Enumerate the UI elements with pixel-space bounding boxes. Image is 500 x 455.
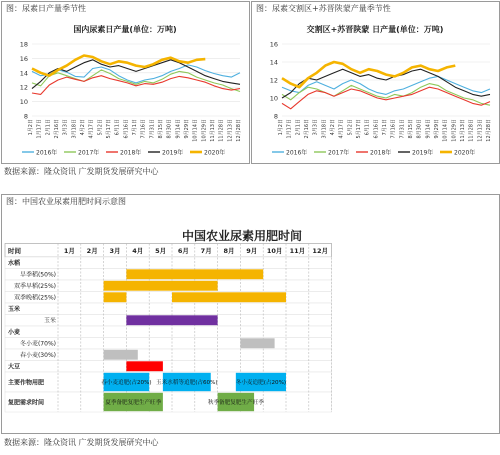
chart3-header-row xyxy=(5,244,332,258)
chart2-xtick-label: 5月2日 xyxy=(347,119,354,136)
chart2-xtick-label: 4月17日 xyxy=(338,119,345,139)
chart2-xtick-label: 9月29日 xyxy=(434,119,440,139)
chart3-row-label: 双季晚稻(25%) xyxy=(13,294,56,302)
chart2-xtick-label: 12月28日 xyxy=(486,119,492,142)
chart3-row-bg xyxy=(5,303,332,315)
chart3-column-header: 8月 xyxy=(223,247,235,255)
chart2-xtick-label: 7月31日 xyxy=(399,119,406,139)
chart2-title: 交割区+苏晋陕蒙 日产量(单位：万吨) xyxy=(306,25,444,34)
chart1-xtick-label: 1月2日 xyxy=(28,119,34,136)
chart3-column-header: 时间 xyxy=(8,247,21,255)
chart2-xtick-label: 7月1日 xyxy=(382,119,388,136)
chart3-bar-label: 玉米水稻等追肥(占60%) xyxy=(156,380,218,387)
chart2-xtick-label: 3月18日 xyxy=(321,119,328,139)
chart3-bar xyxy=(104,292,127,302)
chart1-xtick-label: 2月16日 xyxy=(54,119,60,139)
chart2-xtick-label: 8月15日 xyxy=(408,119,414,139)
chart3-row-bg xyxy=(5,326,332,338)
chart2-xtick-label: 12月13日 xyxy=(477,119,484,142)
chart1-ytick-label: 14 xyxy=(19,69,28,78)
chart1-ytick-label: 12 xyxy=(19,83,28,92)
chart3-bar xyxy=(126,315,217,325)
chart3-column-header: 6月 xyxy=(177,247,189,255)
chart1-xtick-label: 9月29日 xyxy=(184,119,190,139)
chart3-column-header: 1月 xyxy=(63,247,75,255)
chart3-bar-label: 冬小麦追肥(占20%) xyxy=(235,380,287,387)
chart1-xtick-label: 11月28日 xyxy=(218,119,225,142)
chart1-plot xyxy=(2,22,249,163)
chart2-xtick-label: 3月3日 xyxy=(312,119,319,136)
chart3-row-label: 水稻 xyxy=(8,260,21,268)
chart1-xtick-label: 9月14日 xyxy=(175,119,182,139)
chart1-xtick-label: 1月17日 xyxy=(36,119,43,139)
chart3-bar xyxy=(126,269,263,279)
chart1-xtick-label: 10月29日 xyxy=(201,119,208,142)
chart2-legend-label: 2020年 xyxy=(454,149,476,157)
chart2-xtick-label: 7月16日 xyxy=(390,119,397,139)
chart3-row-label: 双季早稻(25%) xyxy=(13,283,56,291)
chart3-bar xyxy=(104,350,138,360)
chart1-ytick-label: 8 xyxy=(23,112,28,121)
chart1-xtick-label: 3月3日 xyxy=(62,119,69,136)
chart2-panel xyxy=(251,1,500,164)
chart2-xtick-label: 9月14日 xyxy=(425,119,432,139)
chart2-xtick-label: 11月28日 xyxy=(468,119,475,142)
chart3-row-label: 春小麦(30%) xyxy=(19,352,56,360)
chart1-xtick-label: 3月18日 xyxy=(71,119,78,139)
chart3-row-bg xyxy=(5,392,332,412)
chart1-xtick-label: 5月17日 xyxy=(106,119,112,139)
chart3-row-bg xyxy=(5,257,332,269)
chart3-bar xyxy=(126,361,162,371)
chart3-row-label: 小麦 xyxy=(8,329,21,337)
chart2-legend-label: 2019年 xyxy=(412,149,434,157)
chart1-xtick-label: 12月28日 xyxy=(236,119,242,142)
chart2-xtick-label: 5月17日 xyxy=(356,119,362,139)
chart1-xtick-label: 11月13日 xyxy=(210,119,216,142)
chart2-legend-label: 2017年 xyxy=(328,149,350,157)
chart1-ytick-label: 18 xyxy=(19,40,28,49)
chart1-legend-label: 2016年 xyxy=(36,149,58,157)
chart1-ytick-label: 10 xyxy=(19,98,28,107)
chart1-ytick-label: 16 xyxy=(19,54,28,63)
chart2-xtick-label: 8月30日 xyxy=(416,119,423,139)
chart3-column-header: 11月 xyxy=(289,247,306,255)
chart2-xtick-label: 6月16日 xyxy=(373,119,380,139)
chart3-row-label: 大豆 xyxy=(8,363,21,371)
chart1-series-2018年 xyxy=(32,76,240,95)
chart2-ytick-label: 10 xyxy=(269,94,278,103)
chart3-column-header: 10月 xyxy=(266,247,283,255)
chart1-xtick-label: 6月16日 xyxy=(123,119,130,139)
chart3-column-header: 2月 xyxy=(86,247,98,255)
chart1-xtick-label: 7月31日 xyxy=(149,119,156,139)
chart1-xtick-label: 5月2日 xyxy=(97,119,104,136)
chart3-row-label: 玉米 xyxy=(8,306,21,314)
chart1-xtick-label: 8月15日 xyxy=(158,119,164,139)
chart3-panel-title: 图：中国农业尿素用肥时间示意图 xyxy=(6,197,126,206)
chart2-ytick-label: 12 xyxy=(269,76,278,85)
chart1-xtick-label: 8月30日 xyxy=(166,119,173,139)
chart3-bar xyxy=(172,292,286,302)
chart3-row-label: 早季稻(50%) xyxy=(19,271,56,279)
chart3-bar xyxy=(104,281,218,291)
chart1-xtick-label: 4月17日 xyxy=(88,119,95,139)
chart1-series-2017年 xyxy=(32,70,240,92)
chart1-source: 数据来源：隆众资讯 广发期货发展研究中心 xyxy=(4,167,159,176)
chart3-row-bg xyxy=(5,361,332,373)
chart3-column-header: 7月 xyxy=(200,247,212,255)
chart3-title: 中国农业尿素用肥时间 xyxy=(181,229,302,243)
chart1-title: 国内尿素日产量(单位：万吨) xyxy=(73,25,177,34)
chart3-column-header: 12月 xyxy=(312,247,328,255)
chart3-row-label: 冬小麦(70%) xyxy=(19,340,56,348)
chart3-column-header: 4月 xyxy=(132,247,144,255)
chart3-bar xyxy=(240,338,274,348)
chart2-xtick-label: 2月1日 xyxy=(295,119,302,136)
chart2-xtick-label: 2月16日 xyxy=(304,119,310,139)
chart1-legend-label: 2018年 xyxy=(120,149,142,157)
chart2-ytick-label: 16 xyxy=(269,40,278,49)
chart1-xtick-label: 4月2日 xyxy=(80,119,86,136)
chart1-xtick-label: 7月16日 xyxy=(140,119,147,139)
chart2-legend-label: 2016年 xyxy=(286,149,308,157)
chart1-xtick-label: 7月1日 xyxy=(132,119,138,136)
chart3-calendar xyxy=(2,195,499,433)
chart3-bar-label: 夏季备肥复肥生产旺季 xyxy=(105,400,162,407)
chart1-xtick-label: 12月13日 xyxy=(227,119,234,142)
chart2-xtick-label: 1月2日 xyxy=(278,119,284,136)
chart1-legend-label: 2020年 xyxy=(204,149,226,157)
chart2-plot xyxy=(252,22,499,163)
chart3-source: 数据来源：隆众资讯 广发期货发展研究中心 xyxy=(4,438,159,447)
chart1-xtick-label: 2月1日 xyxy=(45,119,52,136)
chart3-row-label: 复肥需求时间 xyxy=(8,399,45,407)
chart2-panel-title: 图：尿素交割区+苏晋陕蒙产量季节性 xyxy=(256,4,391,13)
chart2-xtick-label: 11月13日 xyxy=(460,119,466,142)
chart2-ytick-label: 8 xyxy=(273,112,278,121)
chart1-panel xyxy=(1,1,250,164)
chart2-ytick-label: 14 xyxy=(269,58,278,67)
chart3-bar-label: 春小麦追肥(占20%) xyxy=(101,380,152,387)
chart2-xtick-label: 10月14日 xyxy=(442,119,449,142)
chart2-legend-label: 2018年 xyxy=(370,149,392,157)
chart1-xtick-label: 6月1日 xyxy=(114,118,121,136)
chart3-column-header: 9月 xyxy=(246,247,258,255)
chart1-xtick-label: 10月14日 xyxy=(192,119,199,142)
chart2-xtick-label: 4月2日 xyxy=(330,119,336,136)
chart1-legend-label: 2017年 xyxy=(78,149,100,157)
chart3-column-header: 5月 xyxy=(155,247,167,255)
chart3-row-label: 主要作物用肥 xyxy=(8,379,45,387)
chart2-xtick-label: 6月1日 xyxy=(364,118,371,136)
chart2-xtick-label: 10月29日 xyxy=(451,119,458,142)
chart3-row-label: 玉米 xyxy=(43,317,56,325)
chart2-xtick-label: 1月17日 xyxy=(286,119,293,139)
chart3-bar-label: 秋季备肥复肥生产旺季 xyxy=(207,400,264,407)
chart3-column-header: 3月 xyxy=(109,247,121,255)
chart3-panel xyxy=(1,194,500,434)
chart1-panel-title: 图：尿素日产量季节性 xyxy=(6,4,86,13)
chart1-legend-label: 2019年 xyxy=(162,149,184,157)
